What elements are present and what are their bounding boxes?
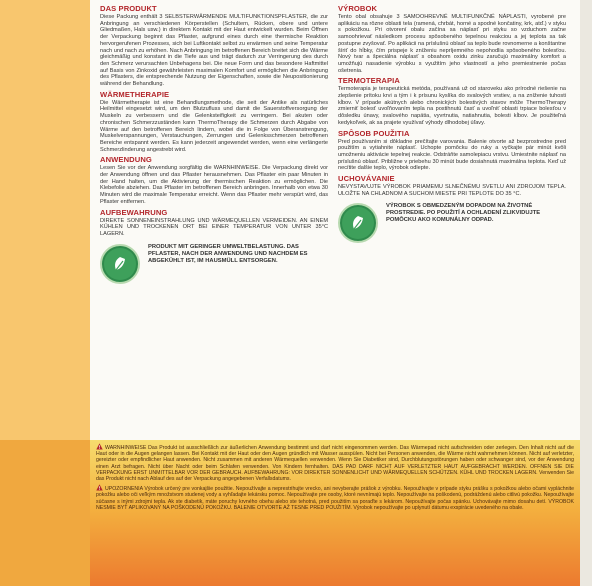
de-use-text: Lesen Sie vor der Anwendung sorgfältig die WARNHINWEISE. Die Verpackung direkt vor der Anwendung öffnen und das Pflaster herausnehmen. Das Pflaster ein paar Minuten in der Hand halten, um die Aktivierung der thermischen Reaktion zu ermöglichen. Die Klebefolie abziehen. Das Pflaster im betroffenen Bereich anbringen. Innerhalb von etwa 30 Minuten wird die maximale Temperatur erreicht. Wenn das Pflaster mehr verspürt wird, das Pflaster entfernen. [100,165,328,205]
text-panel [90,0,580,440]
sk-storage-heading: UCHOVÁVANIE [338,174,395,184]
left-color-strip-bottom [0,440,90,586]
warning-triangle-icon [96,484,103,491]
de-use-heading: ANWENDUNG [100,155,152,165]
sk-product-text: Tento obal obsahuje 3 SAMOOHREVNÉ MULTIFUNKČNÉ NÁPLASTI, vyrobené pre aplikáciu na rôzne oblasti tela (ramená, chrbát, horné a spodné končatiny, krk, atď.) v styku s pokožkou. Pri otvorení obalu začína sa náplasť pri styku so vzduchom začne samoohrievať následkom procesu spôsobeného tepelnou reakciou a jej teplota sa tak postupne zvyšovať. Po aplikácii na príslušnú oblasť sa teplo bude rovnomerne a konštantne šíriť do hĺbky, čím prispeje k zníženiu nepríjemného nepohodlia spôsobeného bolesťou. Nový tvar a špeciálna náplasť s obsahom oxidu zinku zaručujú maximálny komfort a umožňujú nasadenie výrobku s využitím jeho vlastností a jeho premiestnenie počas ošetrenia. [338,14,566,74]
de-warnings [96,443,574,482]
sk-storage-text: NEVYSTAVUJTE VÝROBOK PRIAMEMU SLNEČNÉMU SVETLU ANI ZDROJOM TEPLA. ULOŽTE NA CHLADNOM A SUCHOM MIESTE PRI TEPLOTE DO 35 °C. [338,184,566,197]
de-storage-heading: AUFBEWAHRUNG [100,207,168,217]
german-column [100,3,328,284]
de-product-heading: DAS PRODUKT [100,4,157,13]
eco-badge-icon [338,203,378,243]
sk-use-text: Pred používaním si dôkladne prečítajte varovania. Balenie otvorte až bezprostredne pred použitím a vytiahnite náplasť. Uchopte pomôcku do ruky a vyčkajte pár minút kvôli umožneniu aktivácie tepelnej reakcie. Odstráňte samolepiacu vrstvu. Umiestnite náplasť na príslušnú oblasť. Približne v priebehu 30 minút bude dosiahnutá maximálna teplota. Keď už necítite dalšie teplo, výrobok odlepte. [338,138,566,172]
sk-eco-row [338,203,566,243]
slovak-column [338,3,566,243]
de-storage-text: DIREKTE SONNENEINSTRAHLUNG UND WÄRMEQUELLEN VERMEIDEN. AN EINEM KÜHLEN UND TROCKENEN ORT BEI EINER TEMPERATUR VON UNTER 35°C LAGERN. [100,217,328,237]
sk-use-heading: SPÔSOB POUŽITIA [338,128,410,138]
de-product-text: Diese Packung enthält 3 SELBSTERWÄRMENDE MULTIFUNKTIONSPFLASTER, die zur Anbringung an verschiedenen Körperstellen (Schultern, Rücken, obere und untere Gliedmaßen, Hals usw.) in direktem Kontakt mit der Haut entwickelt wurden. Beim Öffnen der Verpackung beginnt das Pflaster, aufgrund eines durch eine thermische Reaktion hervorgerufenen Prozesses, sich bei Luftkontakt selbst zu erwärmen und seine Temperatur nach und nach zu erhöhen. Nach Anbringung im betroffenen Bereich breitet sich die Wärme gleichmäßig und konstant in die Tiefe aus und trägt dadurch zur Verringerung des durch den Schmerz verursachten Unbehagens bei. Die neue Form und das besondere Haftmittel auf Basis von Zinkoxid gewährleisten maximalen Komfort und ermöglichen die Anbringung des Pflasters, die entsprechende Nutzung der Eigenschaften, sowie die Neupositionierung während der Behandlung. [100,14,328,88]
de-therapy-text: Die Wärmetherapie ist eine Behandlungsmethode, die seit der Antike als natürliches Heilmittel eingesetzt wird, um den Blutzufluss und damit die Sauerstoffversorgung der Muskeln zu verbessern und die Gelenksteifigkeit zu verringern. Bei akuten oder chronischen Schmerzzuständen kann ThermoTherapy die Schmerzen durch Abgabe von Wärme auf den betroffenen Bereich lindern, wobei die in Folge von Überanstrengung, Muskelverspannungen, Verstauchungen, Zerrungen und Gelenksschmerzen betroffenen Bereiche entspannt werden. Es kann jederzeit angewendet werden, wenn eine verlängerte Schmerzlinderung angestrebt wird. [100,99,328,153]
sk-warnings-text: UPOZORNENIA Výrobok určený pre vonkajšie použitie. Nepoužívajte a neprestrihujte vrecko, ani nevyberajte prášok z výrobku. Nepoužívajte v prípade styku prášku s pokožkou alebo očami vypláchnite pokožku alebo oči veľkým množstvom studenej vody a vyhľadajte lekársku pomoc. Nepoužívajte pre osoby, ktoré nevnímajú teplo. Nepoužívajte na poškodenú, podráždenú alebo citlivú pokožku. Nepoužívajte súčasne s inými zdrojmi tepla. Ak ste diabetik, máte poruchy krvného obehu alebo ste tehotná, pred použitím sa poraďte s lekárom. Nepoužívajte počas spánku. Uchovávajte mimo dosahu detí. VÝROBOK NESMIE BYŤ APLIKOVANÝ NA POŠKODENÚ POKOŽKU. BALENIE OTVORTE AŽ TESNE PRED POUŽITÍM. Výrobok nepoužívajte po uplynutí dátumu exspirácie uvedeného na obale. [96,486,574,511]
sk-warnings [96,484,574,511]
de-therapy-heading: WÄRMETHERAPIE [100,89,170,99]
de-warnings-text: WARNHINWEISE Das Produkt ist ausschließlich zur äußerlichen Anwendung bestimmt und darf nicht eingenommen werden. Das Wärmepad nicht aufschneiden oder zerlegen. Den Inhalt nicht auf die Haut oder in die Augen gelangen lassen. Bei Kontakt mit der Haut oder den Augen gründlich mit Wasser ausspülen. Nicht bei Personen anwenden, die Wärme nicht wahrnehmen können. Nicht auf verletzter, gereizter oder empfindlicher Haut anwenden. Nicht zusammen mit anderen Wärmequellen verwenden. Wenn Sie Diabetiker sind, Durchblutungsstörungen haben oder schwanger sind, vor der Anwendung einen Arzt befragen. Nicht über Nacht oder beim Schlafen verwenden. Von Kindern fernhalten. DAS PAD DARF NICHT AUF VERLETZTER HAUT AUFGEBRACHT WERDEN. OFFNEN SIE DIE VERPACKUNG ERST UNMITTELBAR VOR DER GEBRAUCH. AUFBEWAHRUNG: VOR DIREKTER SONNENLICHT UND WÄRMEQUELLEN SCHÜTZEN. KÜHL UND TROCKEN LAGERN. Verwenden Sie das Produkt nicht nach Ablauf des auf der Verpackung angegebenen Verfallsdatums. [96,445,574,483]
right-edge [580,0,592,586]
warnings-panel [90,440,580,586]
eco-badge-icon [100,244,140,284]
de-eco-row [100,244,328,284]
sk-product-heading: VÝROBOK [338,4,378,13]
sk-therapy-heading: TERMOTERAPIA [338,76,400,86]
de-eco-text: PRODUKT MIT GERINGER UMWELTBELASTUNG. DAS PFLASTER, NACH DER ANWENDUNG UND NACHDEM ES ABGEKÜHLT IST, IM HAUSMÜLL ENTSORGEN. [148,243,308,264]
warning-triangle-icon [96,443,103,450]
sk-therapy-text: Termoterapia je terapeutická metóda, používaná už od staroveku ako prírodné riešenie na zlepšenie prítoku krvi a tým i k prísunu kyslíka do svalových vrstiev, a na zníženie tuhosti kĺbov. V prípade akútnych alebo chronických bolestivých stavov môže ThermoTherapy zmierniť bolesť uvoľňovaním tepla na postihnutú časť a uvoľniť oblasti trpiace bolesťou v dôsledku únavy, svalového napätia, vyvrtnutia, natiahnutia, bolesti kĺbov. Je použiteľná kedykoľvek, ak sa prajete využívať výhody dlhodobej úľavy. [338,86,566,126]
sk-eco-text: VÝROBOK S OBMEDZENÝM DOPADOM NA ŽIVOTNÉ PROSTREDIE. PO POUŽITÍ A OCHLADENÍ ZLIKVIDUJTE POMÔCKU AKO KOMUNÁLNY ODPAD. [386,203,541,224]
